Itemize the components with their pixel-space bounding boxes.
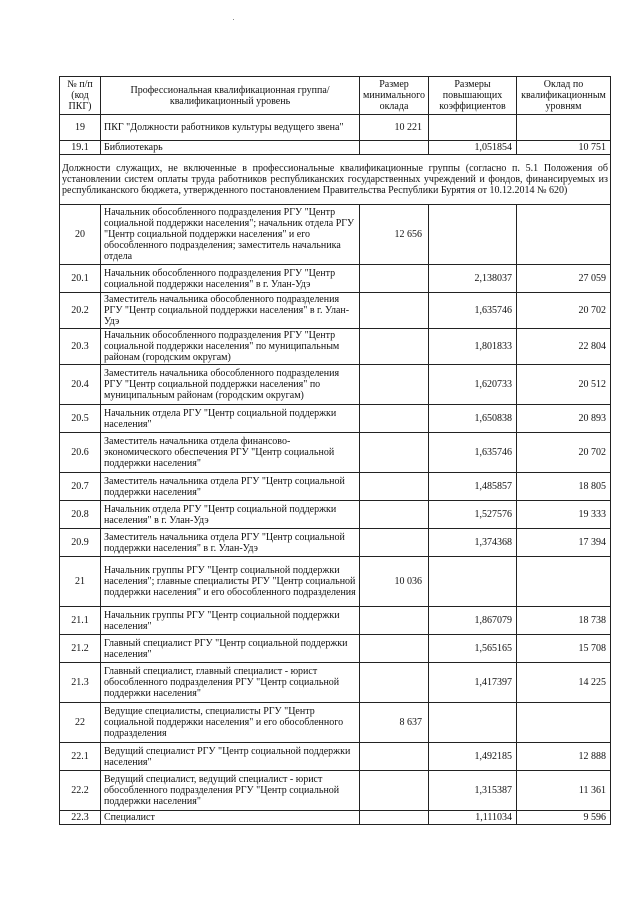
- row-position-name: Ведущий специалист РГУ "Центр социальной поддержки населения": [101, 743, 360, 771]
- table-row: [60, 265, 611, 293]
- table-row: [60, 529, 611, 557]
- table-row: [60, 141, 611, 155]
- row-coefficient: [429, 205, 517, 265]
- row-salary: 20 702: [517, 293, 611, 329]
- row-salary: 12 888: [517, 743, 611, 771]
- row-number: 20.1: [60, 265, 101, 293]
- header-coefficients: Размеры повышающих коэффициентов: [429, 77, 517, 115]
- row-coefficient: 1,315387: [429, 771, 517, 811]
- row-position-name: Ведущий специалист, ведущий специалист - юрист обособленного подразделения РГУ "Центр социальной поддержки населения": [101, 771, 360, 811]
- row-number: 21.3: [60, 663, 101, 703]
- row-coefficient: 2,138037: [429, 265, 517, 293]
- row-salary: [517, 557, 611, 607]
- row-position-name: Заместитель начальника обособленного подразделения РГУ "Центр социальной поддержки населения" в г. Улан-Удэ: [101, 293, 360, 329]
- row-position-name: Специалист: [101, 811, 360, 825]
- row-salary: 11 361: [517, 771, 611, 811]
- row-coefficient: [429, 557, 517, 607]
- row-number: 19.1: [60, 141, 101, 155]
- table-row: [60, 771, 611, 811]
- row-position-name: Главный специалист, главный специалист - юрист обособленного подразделения РГУ "Центр социальной поддержки населения": [101, 663, 360, 703]
- row-position-name: Начальник группы РГУ "Центр социальной поддержки населения": [101, 607, 360, 635]
- row-coefficient: [429, 115, 517, 141]
- row-salary: 19 333: [517, 501, 611, 529]
- row-position-name: Заместитель начальника отдела РГУ "Центр социальной поддержки населения" в г. Улан-Удэ: [101, 529, 360, 557]
- row-number: 20: [60, 205, 101, 265]
- row-salary: 20 702: [517, 433, 611, 473]
- row-base-salary: [360, 473, 429, 501]
- section-note: Должности служащих, не включенные в профессиональные квалификационные группы (согласно п. 5.1 Положения об установлении систем оплаты труда работников республиканских государственных учреждений и фондов, финансируемых из республиканского бюджета, утвержденного постановлением Правительства Республики Бурятия от 10.12.2014 № 620): [60, 155, 611, 205]
- row-salary: [517, 115, 611, 141]
- row-base-salary: [360, 529, 429, 557]
- table-row: [60, 501, 611, 529]
- table-row: [60, 607, 611, 635]
- row-salary: 18 738: [517, 607, 611, 635]
- row-coefficient: 1,527576: [429, 501, 517, 529]
- row-base-salary: [360, 433, 429, 473]
- row-salary: 18 805: [517, 473, 611, 501]
- row-coefficient: 1,801833: [429, 329, 517, 365]
- row-coefficient: [429, 703, 517, 743]
- row-number: 20.2: [60, 293, 101, 329]
- row-salary: 27 059: [517, 265, 611, 293]
- row-position-name: Библиотекарь: [101, 141, 360, 155]
- row-coefficient: 1,565165: [429, 635, 517, 663]
- row-position-name: Начальник отдела РГУ "Центр социальной поддержки населения": [101, 405, 360, 433]
- row-salary: 14 225: [517, 663, 611, 703]
- header-salary: Оклад по квалификационным уровням: [517, 77, 611, 115]
- row-coefficient: 1,635746: [429, 293, 517, 329]
- table-row: [60, 557, 611, 607]
- row-number: 21.1: [60, 607, 101, 635]
- table-row: [60, 743, 611, 771]
- row-number: 20.7: [60, 473, 101, 501]
- row-coefficient: 1,620733: [429, 365, 517, 405]
- header-num: № п/п (код ПКГ): [60, 77, 101, 115]
- table-row: [60, 663, 611, 703]
- row-coefficient: 1,374368: [429, 529, 517, 557]
- row-number: 20.5: [60, 405, 101, 433]
- row-number: 20.3: [60, 329, 101, 365]
- row-position-name: Начальник обособленного подразделения РГУ "Центр социальной поддержки населения" в г. Улан-Удэ: [101, 265, 360, 293]
- row-base-salary: 12 656: [360, 205, 429, 265]
- row-position-name: Заместитель начальника отдела РГУ "Центр социальной поддержки населения": [101, 473, 360, 501]
- table-row: [60, 811, 611, 825]
- row-salary: 10 751: [517, 141, 611, 155]
- row-base-salary: [360, 607, 429, 635]
- row-base-salary: [360, 771, 429, 811]
- row-base-salary: [360, 405, 429, 433]
- row-base-salary: [360, 365, 429, 405]
- row-base-salary: [360, 265, 429, 293]
- row-coefficient: 1,051854: [429, 141, 517, 155]
- row-salary: 9 596: [517, 811, 611, 825]
- table-row: [60, 293, 611, 329]
- row-base-salary: [360, 811, 429, 825]
- row-position-name: Ведущие специалисты, специалисты РГУ "Центр социальной поддержки населения" и его обособленного подразделения: [101, 703, 360, 743]
- row-number: 21: [60, 557, 101, 607]
- row-position-name: Начальник обособленного подразделения РГУ "Центр социальной поддержки населения" по муниципальным районам (городским округам): [101, 329, 360, 365]
- row-position-name: Главный специалист РГУ "Центр социальной поддержки населения": [101, 635, 360, 663]
- row-base-salary: [360, 663, 429, 703]
- row-salary: 17 394: [517, 529, 611, 557]
- row-position-name: Начальник обособленного подразделения РГУ "Центр социальной поддержки населения"; начальник отдела РГУ "Центр социальной поддержки населения" и его обособленного подразделения; заместитель начальника отдела: [101, 205, 360, 265]
- row-base-salary: [360, 501, 429, 529]
- section-note-row: [60, 155, 611, 205]
- row-coefficient: 1,867079: [429, 607, 517, 635]
- row-salary: [517, 205, 611, 265]
- table-row: [60, 329, 611, 365]
- row-base-salary: [360, 293, 429, 329]
- row-coefficient: 1,635746: [429, 433, 517, 473]
- table-row: [60, 473, 611, 501]
- row-position-name: ПКГ "Должности работников культуры ведущего звена": [101, 115, 360, 141]
- scan-speck: [233, 19, 234, 20]
- salary-table: [59, 76, 611, 825]
- row-position-name: Начальник отдела РГУ "Центр социальной поддержки населения" в г. Улан-Удэ: [101, 501, 360, 529]
- row-number: 19: [60, 115, 101, 141]
- row-number: 22: [60, 703, 101, 743]
- row-position-name: Начальник группы РГУ "Центр социальной поддержки населения"; главные специалисты РГУ "Центр социальной поддержки населения" и его обособленного подразделения: [101, 557, 360, 607]
- table-row: [60, 115, 611, 141]
- row-salary: [517, 703, 611, 743]
- row-coefficient: 1,650838: [429, 405, 517, 433]
- row-position-name: Заместитель начальника обособленного подразделения РГУ "Центр социальной поддержки населения" по муниципальным районам (городским округам): [101, 365, 360, 405]
- row-base-salary: [360, 743, 429, 771]
- table-row: [60, 205, 611, 265]
- row-coefficient: 1,485857: [429, 473, 517, 501]
- row-salary: 22 804: [517, 329, 611, 365]
- table-row: [60, 405, 611, 433]
- row-base-salary: 10 221: [360, 115, 429, 141]
- row-number: 20.8: [60, 501, 101, 529]
- row-number: 20.9: [60, 529, 101, 557]
- table-row: [60, 703, 611, 743]
- row-number: 20.4: [60, 365, 101, 405]
- row-coefficient: 1,111034: [429, 811, 517, 825]
- row-base-salary: 8 637: [360, 703, 429, 743]
- salary-table-page: [59, 76, 610, 825]
- row-salary: 15 708: [517, 635, 611, 663]
- row-coefficient: 1,492185: [429, 743, 517, 771]
- row-number: 22.2: [60, 771, 101, 811]
- row-number: 22.1: [60, 743, 101, 771]
- row-base-salary: [360, 635, 429, 663]
- row-coefficient: 1,417397: [429, 663, 517, 703]
- table-row: [60, 365, 611, 405]
- header-profession: Профессиональная квалификационная группа/квалификационный уровень: [101, 77, 360, 115]
- row-salary: 20 893: [517, 405, 611, 433]
- row-number: 21.2: [60, 635, 101, 663]
- row-salary: 20 512: [517, 365, 611, 405]
- table-row: [60, 433, 611, 473]
- row-base-salary: [360, 141, 429, 155]
- row-base-salary: [360, 329, 429, 365]
- header-base-salary: Размер минимального оклада: [360, 77, 429, 115]
- table-row: [60, 635, 611, 663]
- row-position-name: Заместитель начальника отдела финансово-экономического обеспечения РГУ "Центр социальной поддержки населения": [101, 433, 360, 473]
- table-header-row: [60, 77, 611, 115]
- row-base-salary: 10 036: [360, 557, 429, 607]
- row-number: 22.3: [60, 811, 101, 825]
- row-number: 20.6: [60, 433, 101, 473]
